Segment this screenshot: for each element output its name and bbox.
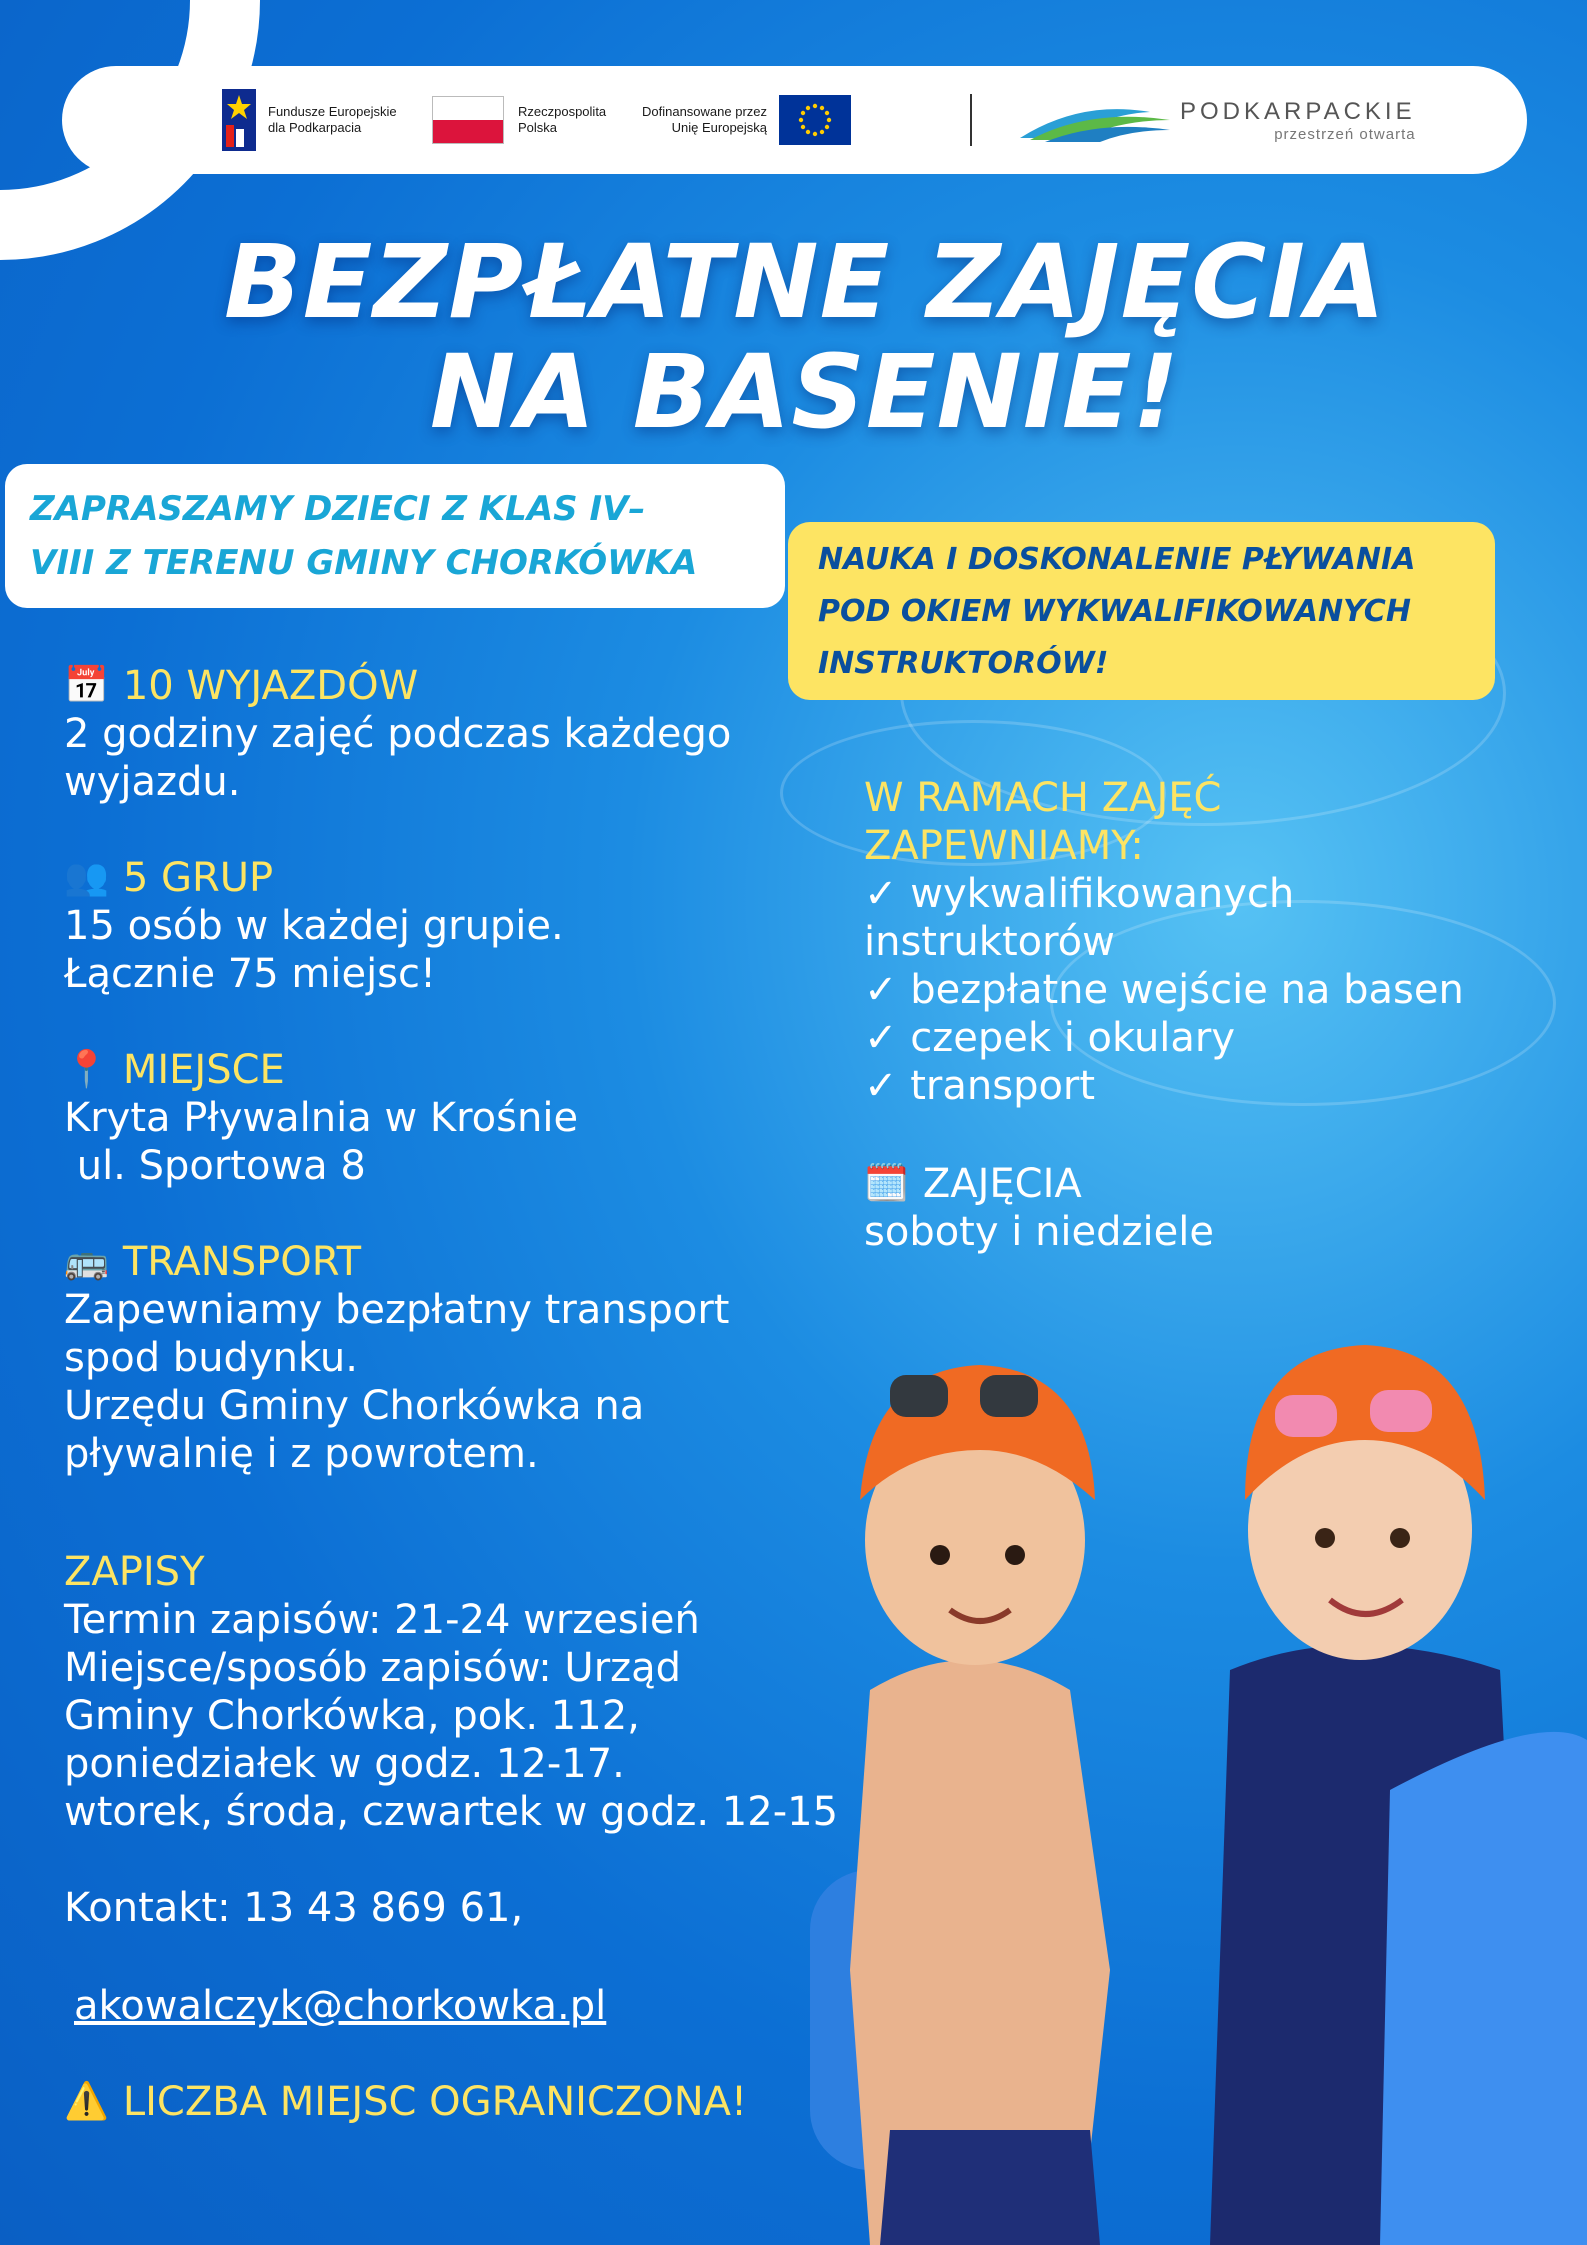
headline-line-2: NA BASENIE! [429,333,1181,452]
eu-text-line: Unię Europejską [671,120,768,135]
logo-divider [970,94,972,146]
polish-flag-icon [432,96,504,144]
signup-line: poniedziałek w godz. 12-17. [64,1741,625,1787]
invite-text [30,482,770,590]
contact-line: Kontakt: 13 43 869 61, [64,1885,524,1931]
transport-line: Urzędu Gminy Chorkówka na [64,1383,645,1429]
spiral-calendar-icon: 🗓️ [864,1163,909,1204]
provide-item: ✓ bezpłatne wejście na basen [864,967,1464,1013]
schedule-section [864,1160,1544,1256]
warning-icon: ⚠️ [64,2081,109,2122]
place-title: MIEJSCE [122,1047,285,1093]
invite-line: ZAPRASZAMY DZIECI Z KLAS IV– [30,489,646,529]
provide-title-line: ZAPEWNIAMY: [864,823,1144,869]
signup-title: ZAPISY [64,1549,205,1595]
contact-email-row [74,1982,774,2030]
teaching-line: POD OKIEM WYKWALIFIKOWANYCH [818,594,1411,629]
place-section [64,1046,844,1190]
groups-line: Łącznie 75 miejsc! [64,951,437,997]
warning-text: LICZBA MIEJSC OGRANICZONA! [122,2079,748,2125]
podkarpackie-hills-icon [1020,90,1170,150]
pin-icon: 📍 [64,1049,109,1090]
groups-section [64,854,844,998]
podkarpackie-name: PODKARPACKIE [1180,97,1416,125]
trips-line: 2 godziny zajęć podczas każdego [64,711,732,757]
place-line: ul. Sportowa 8 [64,1143,366,1189]
invite-line: VIII Z TERENU GMINY CHORKÓWKA [30,543,698,583]
schedule-line: soboty i niedziele [864,1209,1214,1255]
signup-line: wtorek, środa, czwartek w godz. 12-15 [64,1789,839,1835]
calendar-icon: 📅 [64,665,109,706]
provide-section [864,774,1544,1110]
groups-title: 5 GRUP [122,855,274,901]
trips-title: 10 WYJAZDÓW [122,663,419,709]
logo-podkarpackie [1020,66,1416,174]
girl-figure [1210,1345,1587,2245]
boy-figure [810,1365,1110,2245]
teaching-line: INSTRUKTORÓW! [818,646,1109,681]
fe-star-icon [222,89,256,151]
podkarpackie-tagline: przestrzeń otwarta [1274,125,1416,143]
fe-text-line: Fundusze Europejskie [268,104,397,119]
teaching-text [818,534,1488,690]
transport-line: Zapewniamy bezpłatny transport [64,1287,730,1333]
teaching-line: NAUKA I DOSKONALENIE PŁYWANIA [818,542,1416,577]
provide-item: instruktorów [864,919,1115,965]
rp-text-line: Polska [518,120,558,135]
eu-text-line: Dofinansowane przez [642,104,768,119]
transport-line: pływalnię i z powrotem. [64,1431,539,1477]
signup-line: Gminy Chorkówka, pok. 112, [64,1693,640,1739]
logo-eu [642,66,851,174]
trips-line: wyjazdu. [64,759,241,805]
schedule-title: ZAJĘCIA [922,1161,1082,1207]
transport-line: spod budynku. [64,1335,358,1381]
fe-text-line: dla Podkarpacia [268,120,362,135]
provide-title-line: W RAMACH ZAJĘĆ [864,775,1222,821]
logo-rzeczpospolita [432,66,606,174]
warning-section [64,2078,804,2126]
people-icon: 👥 [64,857,109,898]
provide-item: ✓ czepek i okulary [864,1015,1236,1061]
eu-flag-icon [779,95,851,145]
contact-email-link[interactable]: akowalczyk@chorkowka.pl [74,1983,607,2029]
logo-fundusze-europejskie [222,66,397,174]
signup-line: Miejsce/sposób zapisów: Urząd [64,1645,682,1691]
trips-section [64,662,844,806]
groups-line: 15 osób w każdej grupie. [64,903,564,949]
headline-line-1: BEZPŁATNE ZAJĘCIA [223,223,1387,342]
rp-text-line: Rzeczpospolita [518,104,607,119]
children-swimmers-illustration [740,1270,1587,2245]
transport-title: TRANSPORT [122,1239,362,1285]
logo-bar [62,66,1527,174]
contact-phone [64,1884,764,1932]
provide-item: ✓ transport [864,1063,1096,1109]
signup-line: Termin zapisów: 21-24 wrzesień [64,1597,700,1643]
place-line: Kryta Pływalnia w Krośnie [64,1095,579,1141]
bus-icon: 🚌 [64,1241,109,1282]
provide-item: ✓ wykwalifikowanych [864,871,1295,917]
transport-section [64,1238,844,1478]
